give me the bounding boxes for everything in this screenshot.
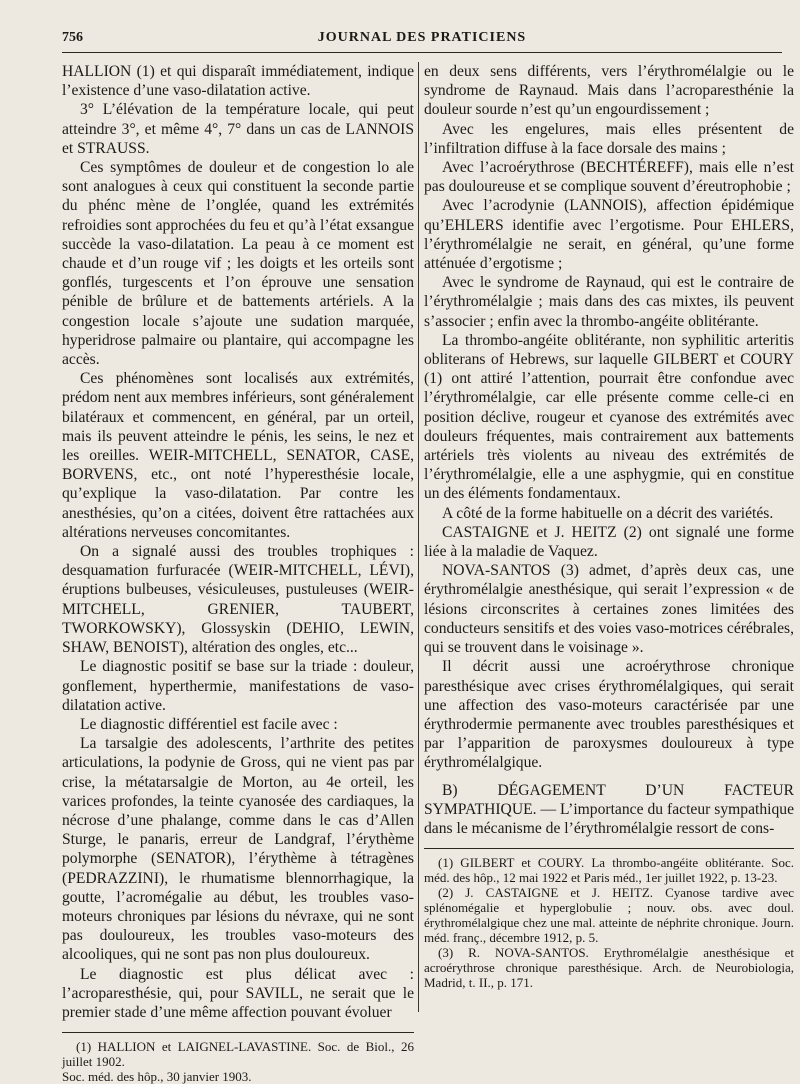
paragraph: Ces symptômes de douleur et de congestion lo ale sont analogues à ceux qui constituent la seconde partie du phénc mène de l’onglée, quand les extrémités refroidies sont approchées du feu et qu’à l’état exsangue succède la vaso-dilatation. La peau à ce moment est chaude et d’un rouge vif ; les doigts et les orteils sont gonflés, turgescents et l’on éprouve une sensation pénible de brûlure et de battements artériels. A la congestion locale s’ajoute une sudation marquée, hyperidrose palmaire ou plantaire, qui accompagne les accès.: [62, 159, 414, 369]
footnote: Soc. méd. des hôp., 30 janvier 1903.: [62, 1069, 252, 1084]
paragraph: La tarsalgie des adolescents, l’arthrite des petites articulations, la podynie de Gross, qui ne vient pas par crise, la métatarsalgie de Morton, au 4e orteil, les varices profondes, la teinte cyanosée des cardiaques, la nécrose d’une phalange, comme dans le cas d’Allen Sturge, le panaris, erreur de Landgraf, l’érythème polymorphe (SENATOR), l’érythème à tétragènes (PEDRAZZINI), le rhumatisme blennorrhagique, la goutte, l’acromégalie au début, les troubles vaso-moteurs chroniques par lésions du névraxe, qui ne sont pas douloureux, les troubles vaso-moteurs des alcooliques, qui ne sont pas non plus douloureux.: [62, 735, 414, 964]
paragraph: Avec l’acroérythrose (BECHTÉREFF), mais elle n’est pas douloureuse et se complique souvent d’éreutrophobie ;: [424, 159, 794, 196]
paragraph: CASTAIGNE et J. HEITZ (2) ont signalé une forme liée à la maladie de Vaquez.: [424, 523, 794, 561]
footnote: (1) HALLION et LAIGNEL-LAVASTINE. Soc. de Biol., 26 juillet 1902.: [62, 1039, 414, 1070]
right-column: [424, 62, 794, 990]
paragraph-text: Le diagnostic est plus délicat avec : l’acroparesthésie, qui, pour SAVILL, ne serait que le premier stade d’une même affection pouvant évoluer: [62, 965, 414, 1021]
paragraph: Le diagnostic différentiel est facile avec :: [80, 715, 338, 733]
left-column: [62, 62, 414, 1084]
paragraph: NOVA-SANTOS (3) admet, d’après deux cas, une érythromélalgie anesthésique, qui serait l’expression « de lésions circonscrites à certaines zones limitées des conducteurs sensitifs et des voies vaso-motrices cérébrales, qui se trouvent dans le voisinage ».: [424, 562, 794, 657]
footnote: (2) J. CASTAIGNE et J. HEITZ. Cyanose tardive avec splénomégalie et hyperglobulie ; nouv. obs. avec doul. érythromélalgique chez une mal. atteinte de néphrite chronique. Journ. méd. franç., décembre 1912, p. 5.: [424, 885, 794, 946]
paragraph: 3° L’élévation de la température locale, qui peut atteindre 3°, et même 4°, 7° dans un cas de LANNOIS et STRAUSS.: [62, 101, 414, 157]
paragraph: Ces phénomènes sont localisés aux extrémités, prédom nent aux membres inférieurs, sont généralement bilatéraux et commencent, en général, par un orteil, mais ils peuvent atteindre le pénis, les seins, le nez et les oreilles. WEIR-MITCHELL, SENATOR, CASE, BORVENS, etc., ont noté l’hyperesthésie locale, qu’explique la vaso-dilatation. Par contre les anesthésies, qu’on a citées, doivent être rattachées aux altérations nerveuses concomitantes.: [62, 370, 414, 541]
paragraph: Le diagnostic positif se base sur la triade : douleur, gonflement, hyperthermie, manifestations de vaso-dilatation active.: [62, 658, 414, 714]
running-title: JOURNAL DES PRATICIENS: [317, 30, 527, 45]
footnote-rule: [62, 1032, 414, 1033]
section-heading-paragraph: B) DÉGAGEMENT D’UN FACTEUR SYMPATHIQUE. — L’importance du facteur sympathique dans le mécanisme de l’érythromélalgie ressort de cons-: [424, 781, 794, 837]
paragraph: La thrombo-angéite oblitérante, non syphilitic arteritis obliterans of Hebrews, sur laquelle GILBERT et COURY (1) ont attiré l’attention, pourrait être confondue avec l’érythromélalgie, car elle présente comme celle-ci en position déclive, rougeur et cyanose des extrémités avec douleurs fréquentes, mais contrairement aux battements artériels très violents au niveau des extrémités de l’érythromélalgie, elle a une asphygmie, qui en constitue un des éléments fondamentaux.: [424, 331, 794, 503]
footnote: (1) GILBERT et COURY. La thrombo-angéite oblitérante. Soc. méd. des hôp., 12 mai 1922 et Paris méd., 1er juillet 1922, p. 13-23.: [424, 855, 794, 886]
page-header: [62, 30, 782, 53]
paragraph: Avec l’acrodynie (LANNOIS), affection épidémique qu’EHLERS identifie avec l’ergotisme. Pour EHLERS, l’érythromélalgie ne serait, en général, qu’une forme atténuée d’ergotisme ;: [424, 197, 794, 273]
footnote: (3) R. NOVA-SANTOS. Erythromélalgie anesthésique et acroérythrose chronique paresthésique. Arch. de Neurobiologia, Madrid, t. II., p. 171.: [424, 945, 794, 991]
paragraph: Il décrit aussi une acroérythrose chronique paresthésique avec crises érythromélalgiques, qui serait une affection des vaso-moteurs caractérisée par une érythrodermie permanente avec troubles paresthésiques et par l’apparition de paroxysmes douloureux à type érythromélalgique.: [424, 658, 794, 772]
paragraph: A côté de la forme habituelle on a décrit des variétés.: [442, 504, 774, 522]
paragraph: Avec les engelures, mais elles présentent de l’infiltration diffuse à la face dorsale des mains ;: [424, 120, 794, 157]
paragraph: en deux sens différents, vers l’érythromélalgie ou le syndrome de Raynaud. Mais dans l’acroparesthénie la douleur sourde n’est qu’un engourdissement ;: [424, 63, 794, 119]
paragraph: HALLION (1) et qui disparaît immédiatement, indique l’existence d’une vaso-dilatation active.: [62, 63, 414, 100]
footnote-rule: [424, 848, 794, 849]
column-divider: [418, 62, 419, 1012]
paragraph: [62, 965, 414, 1023]
page-number: 756: [62, 30, 83, 45]
paragraph: Avec le syndrome de Raynaud, qui est le contraire de l’érythromélalgie ; mais dans des cas mixtes, ils peuvent s’associer ; enfin avec la thrombo-angéite oblitérante.: [424, 274, 794, 330]
paragraph: On a signalé aussi des troubles trophiques : desquamation furfuracée (WEIR-MITCHELL, LÉVI), éruptions bulbeuses, vésiculeuses, pustuleuses (WEIR-MITCHELL, GRENIER, TAUBERT, TWORKOWSKY), Glossyskin (DEHIO, LEWIN, SHAW, BENOIST), altération des ongles, etc...: [62, 543, 414, 657]
